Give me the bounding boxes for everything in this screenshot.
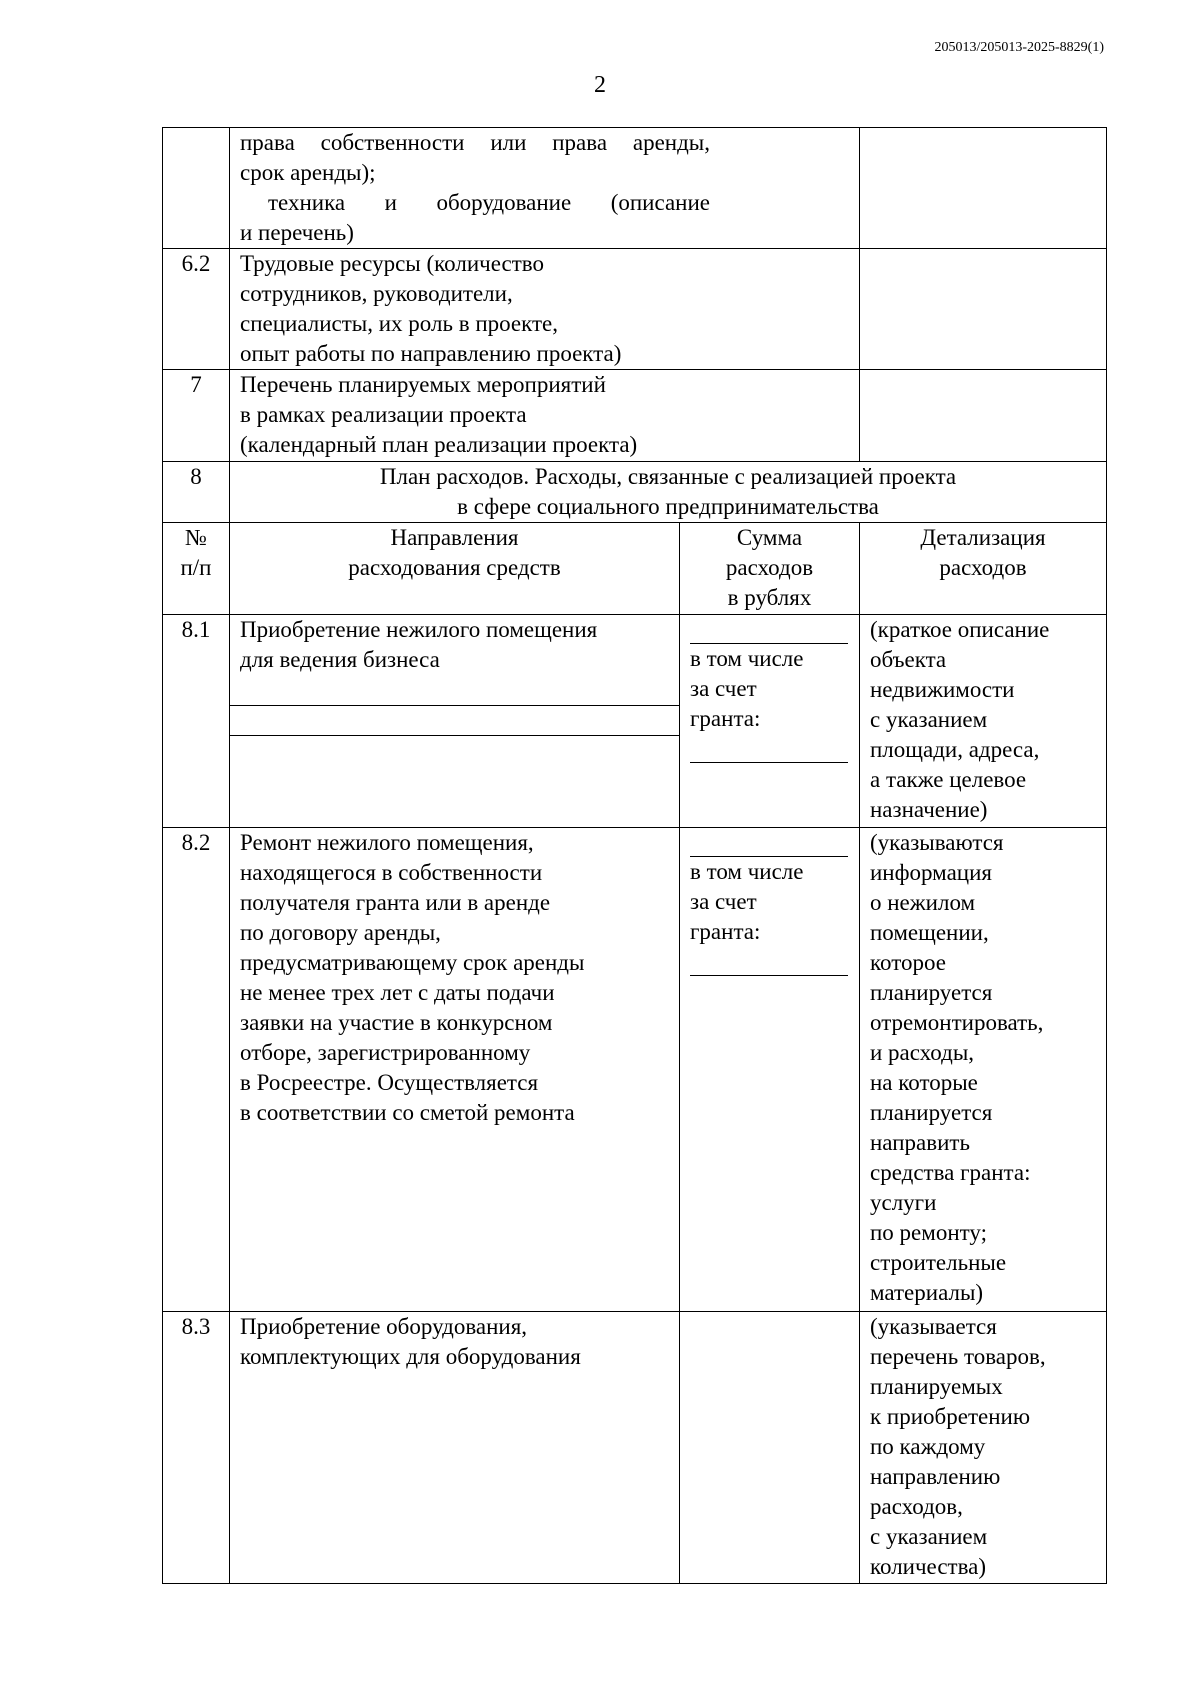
text-line: направить	[870, 1130, 970, 1155]
section-title-cell	[230, 462, 1107, 523]
text-line: о нежилом	[870, 890, 976, 915]
row-value-cell	[860, 370, 1107, 462]
row-value-cell	[860, 128, 1107, 249]
text-line: в рамках реализации проекта	[240, 402, 527, 427]
header-text: расходов	[725, 555, 814, 580]
header-text: Детализация	[920, 525, 1046, 550]
table-row-continuation	[163, 128, 1107, 249]
table-row-7	[163, 370, 1107, 462]
text-line: в Росреестре. Осуществляется	[240, 1070, 539, 1095]
text-line: (краткое описание	[870, 617, 1050, 642]
row-sum-cell	[680, 615, 860, 828]
text-line: к приобретению	[870, 1404, 1031, 1429]
text-line: права собственности или права аренды,	[240, 130, 710, 155]
row-detail-cell	[860, 1312, 1107, 1584]
text-line: перечень товаров,	[870, 1344, 1046, 1369]
row-number: 8.1	[163, 615, 230, 828]
row-number: 8	[163, 462, 230, 523]
row-direction-cell	[230, 1312, 680, 1584]
text-line: за счет	[690, 676, 757, 701]
text-line: планируемых	[870, 1374, 1003, 1399]
row-sum-cell	[680, 828, 860, 1312]
table-row-6-2	[163, 249, 1107, 370]
header-text: расходов	[939, 555, 1027, 580]
text-line: отборе, зарегистрированному	[240, 1040, 531, 1065]
text-line: планируется	[870, 980, 993, 1005]
text-line: комплектующих для оборудования	[240, 1344, 581, 1369]
row-number: 6.2	[163, 249, 230, 370]
expense-table	[162, 127, 1107, 1584]
text-line: которое	[870, 950, 946, 975]
table-row-8-1	[163, 615, 1107, 828]
text-line: (указываются	[870, 830, 1004, 855]
row-value-cell	[860, 249, 1107, 370]
row-number: 8.3	[163, 1312, 230, 1584]
text-line: планируется	[870, 1100, 993, 1125]
header-direction	[230, 523, 680, 615]
text-line: по каждому	[870, 1434, 986, 1459]
table-header-row	[163, 523, 1107, 615]
header-text: Направления	[390, 525, 519, 550]
text-line: материалы)	[870, 1280, 984, 1305]
text-line: гранта:	[690, 706, 761, 731]
row-number-cell	[163, 128, 230, 249]
text-line: Приобретение нежилого помещения	[240, 617, 598, 642]
text-line: недвижимости	[870, 677, 1015, 702]
text-line: заявки на участие в конкурсном	[240, 1010, 553, 1035]
text-line: направлению	[870, 1464, 1001, 1489]
document-id: 205013/205013-2025-8829(1)	[934, 40, 1104, 55]
grant-blank-line	[690, 734, 848, 763]
text-line: техника и оборудование (описание	[268, 190, 710, 215]
row-sum-cell	[680, 1312, 860, 1584]
text-line: в том числе	[690, 859, 804, 884]
text-line: и перечень)	[240, 220, 354, 245]
text-line: средства гранта:	[870, 1160, 1031, 1185]
header-text: расходования средств	[348, 555, 561, 580]
text-line: Приобретение оборудования,	[240, 1314, 528, 1339]
text-line: с указанием	[870, 1524, 988, 1549]
header-text: п/п	[180, 555, 212, 580]
text-line: а также целевое	[870, 767, 1027, 792]
text-line: услуги	[870, 1190, 937, 1215]
text-line: опыт работы по направлению проекта)	[240, 341, 622, 366]
text-line: Трудовые ресурсы (количество	[240, 251, 544, 276]
text-line: помещении,	[870, 920, 989, 945]
grant-blank-line	[690, 947, 848, 976]
text-line: отремонтировать,	[870, 1010, 1044, 1035]
text-line: срок аренды);	[240, 160, 376, 185]
text-line: объекта	[870, 647, 947, 672]
header-text: Сумма	[736, 525, 803, 550]
text-line: количества)	[870, 1554, 987, 1579]
sum-blank-line	[690, 615, 848, 644]
text-line: (календарный план реализации проекта)	[240, 432, 638, 457]
row-description-cell	[230, 370, 860, 462]
text-line: Перечень планируемых мероприятий	[240, 372, 606, 397]
text-line: за счет	[690, 889, 757, 914]
text-line: находящегося в собственности	[240, 860, 543, 885]
text-line: в том числе	[690, 646, 804, 671]
text-line: расходов,	[870, 1494, 963, 1519]
header-text: в рублях	[727, 585, 812, 610]
header-detail	[860, 523, 1107, 615]
table-row-8-3	[163, 1312, 1107, 1584]
text-line: гранта:	[690, 919, 761, 944]
text-line: (указывается	[870, 1314, 997, 1339]
text-line: строительные	[870, 1250, 1007, 1275]
text-line: в соответствии со сметой ремонта	[240, 1100, 575, 1125]
sum-blank-line	[690, 828, 848, 857]
blank-subrow	[230, 735, 679, 736]
text-line: сотрудников, руководители,	[240, 281, 513, 306]
text-line: площади, адреса,	[870, 737, 1040, 762]
text-line: с указанием	[870, 707, 988, 732]
section-title-line: План расходов. Расходы, связанные с реализацией проекта	[379, 464, 957, 489]
text-line: назначение)	[870, 797, 988, 822]
text-line: получателя гранта или в аренде	[240, 890, 551, 915]
header-number	[163, 523, 230, 615]
blank-subrow	[230, 705, 679, 735]
page-number: 2	[594, 72, 606, 98]
table-row-8	[163, 462, 1107, 523]
header-sum	[680, 523, 860, 615]
row-detail-cell	[860, 828, 1107, 1312]
text-line: и расходы,	[870, 1040, 975, 1065]
text-line: по ремонту;	[870, 1220, 987, 1245]
text-line: специалисты, их роль в проекте,	[240, 311, 559, 336]
section-title-line: в сфере социального предпринимательства	[457, 494, 879, 519]
row-direction-cell	[230, 615, 680, 828]
text-line: по договору аренды,	[240, 920, 441, 945]
row-detail-cell	[860, 615, 1107, 828]
text-line: информация	[870, 860, 992, 885]
row-number: 7	[163, 370, 230, 462]
text-line: предусматривающему срок аренды	[240, 950, 585, 975]
text-line: Ремонт нежилого помещения,	[240, 830, 534, 855]
table-row-8-2	[163, 828, 1107, 1312]
row-number: 8.2	[163, 828, 230, 1312]
text-line: на которые	[870, 1070, 978, 1095]
text-line: для ведения бизнеса	[240, 647, 440, 672]
row-description-cell	[230, 128, 860, 249]
row-description-cell	[230, 249, 860, 370]
header-text: №	[185, 525, 207, 550]
row-direction-cell	[230, 828, 680, 1312]
text-line: не менее трех лет с даты подачи	[240, 980, 555, 1005]
